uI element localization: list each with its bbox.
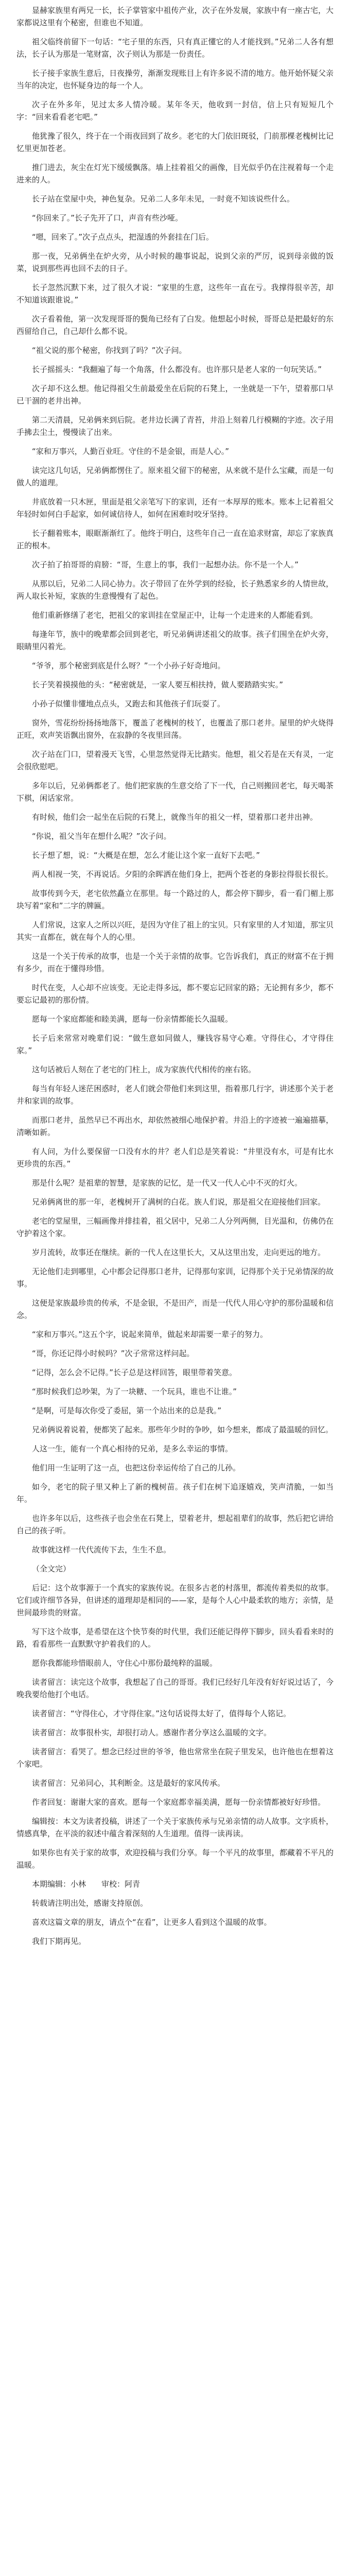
article-paragraph: “哥，你还记得小时候吗？”次子常常这样问起。: [32, 1349, 195, 1358]
article-paragraph: 后记：这个故事源于一个真实的家族传说。在很多古老的村落里，都流传着类似的故事。它们或许细节各异，但讲述的道理却是相同的——家，是每个人心中最柔软的地方；亲情，是世间最珍贵的财富。: [16, 1583, 334, 1617]
article-paragraph: 多年以后，兄弟俩都老了。他们把家族的生意交给了下一代，自己则搬回老宅，每天喝茶下棋，闲话家常。: [16, 781, 334, 803]
article-paragraph: 而那口老井，虽然早已不再出水，却依然被细心地保护着。井沿上的字迹被一遍遍描摹，清晰如新。: [16, 1115, 334, 1137]
article-paragraph: 那一夜，兄弟俩坐在炉火旁，从小时候的趣事说起，说到父亲的严厉，说到母亲做的饭菜，说到那些再也回不去的日子。: [16, 251, 334, 273]
article-paragraph: “记得，怎么会不记得。”长子总是这样回答，眼里带着笑意。: [32, 1368, 237, 1377]
article-paragraph: 老宅的堂屋里，三幅画像并排挂着，祖父居中，兄弟二人分列两侧，目光温和，仿佛仍在守护着这个家。: [16, 1216, 334, 1238]
article-paragraph: 长子站在堂屋中央，神色复杂。兄弟二人多年未见，一时竟不知该说些什么。: [32, 194, 295, 204]
article-paragraph: 次子在外多年，见过太多人情冷暖。某年冬天，他收到一封信，信上只有短短几个字：“回来看看老宅吧。”: [16, 100, 334, 122]
article-paragraph: 如今，老宅的院子里又种上了新的槐树苗。孩子们在树下追逐嬉戏，笑声清脆，一如当年。: [16, 1482, 334, 1504]
article-paragraph: 兄弟俩说着说着，便都笑了起来。那些年少时的争吵，如今想来，都成了最温暖的回忆。: [32, 1425, 334, 1434]
article-paragraph: 他们用一生证明了这一点，也把这份幸运传给了自己的儿孙。: [32, 1463, 241, 1472]
article-paragraph: 兄弟俩离世的那一年，老槐树开了满树的白花。族人们说，那是祖父在迎接他们回家。: [32, 1197, 326, 1207]
article-paragraph: 那是什么呢？是祖辈的智慧，是家族的记忆，是一代又一代人心中不灭的灯火。: [32, 1178, 303, 1188]
article-paragraph: “你回来了。”长子先开了口，声音有些沙哑。: [32, 213, 183, 223]
article-paragraph: 第二天清晨，兄弟俩来到后院。老井边长满了青苔，井沿上刻着几行模糊的字迹。次子用手拂去尘土，慢慢读了出来。: [16, 415, 334, 437]
article-paragraph: 每逢年节，族中的晚辈都会回到老宅，听兄弟俩讲述祖父的故事。孩子们围坐在炉火旁，眼睛里闪着光。: [16, 630, 334, 651]
article-paragraph: 井底放着一只木匣，里面是祖父亲笔写下的家训，还有一本厚厚的账本。账本上记着祖父年轻时如何白手起家，如何诚信待人，如何在困难时咬牙坚持。: [16, 497, 334, 519]
article-paragraph: （全文完）: [32, 1564, 71, 1573]
article-paragraph: 长子翻着账本，眼眶渐渐红了。他终于明白，这些年自己一直在追求财富，却忘了家族真正的根本。: [16, 529, 334, 550]
article-paragraph: 窗外，雪花纷纷扬扬地落下，覆盖了老槐树的枝丫，也覆盖了那口老井。屋里的炉火烧得正旺，欢声笑语飘出窗外，在寂静的冬夜里回荡。: [16, 718, 334, 740]
article-paragraph: 长子笑着摸摸他的头：“秘密就是，一家人要互相扶持，做人要踏踏实实。”: [32, 680, 284, 689]
article-paragraph: 喜欢这篇文章的朋友，请点个“在看”，让更多人看到这个温暖的故事。: [32, 1918, 272, 1927]
article-paragraph: 读者留言：看哭了。想念已经过世的爷爷，他也常常坐在院子里发呆，也许他也在想着这个家吧。: [16, 1747, 334, 1769]
article-paragraph: 推门进去，灰尘在灯光下缓缓飘落。墙上挂着祖父的画像，目光似乎仍在注视着每一个走进来的人。: [16, 163, 334, 184]
article-paragraph: 长子忽然沉默下来，过了很久才说：“家里的生意，这些年一直在亏。我撑得很辛苦，却不知道该跟谁说。”: [16, 283, 334, 304]
article-paragraph: “家和万事兴，人勤百业旺。守住的不是金银，而是人心。”: [32, 447, 230, 456]
article-paragraph: “是啊，可是每次你受了委屈，第一个站出来的总是我。”: [32, 1406, 222, 1415]
article-paragraph: 转载请注明出处，感谢支持原创。: [32, 1899, 148, 1908]
article-paragraph: 人们常说，这家人之所以兴旺，是因为守住了祖上的宝贝。只有家里的人才知道，那宝贝其实一直都在，就在每个人的心里。: [16, 920, 334, 942]
article-paragraph: 写下这个故事，是希望在这个快节奏的时代里，我们还能记得停下脚步，回头看看来时的路，看看那些一直默默守护着我们的人。: [16, 1627, 334, 1649]
article-paragraph: “你说，祖父当年在想什么呢？”次子问。: [32, 832, 171, 841]
article-paragraph: 他们重新修缮了老宅，把祖父的家训挂在堂屋正中，让每一个走进来的人都能看到。: [32, 611, 318, 620]
article-paragraph: “祖父说的那个秘密，你找到了吗？”次子问。: [32, 346, 187, 355]
article-paragraph: 长子后来常常对晚辈们说：“做生意如同做人，赚钱容易守心难。守得住心，才守得住家。”: [16, 1033, 334, 1055]
article-paragraph: 读者留言：故事很朴实，却很打动人。感谢作者分享这么温暖的文字。: [32, 1728, 272, 1737]
article-paragraph: 这便是家族最珍贵的传承，不是金银，不是田产，而是一代代人用心守护的那份温暖和信念。: [16, 1298, 334, 1320]
article-paragraph: 长子接手家族生意后，日夜操劳，渐渐发现账目上有许多说不清的地方。他开始怀疑父亲当年的决定，也怀疑身边的每一个人。: [16, 69, 334, 90]
article-paragraph: 本期编辑：小林 审校：阿青: [32, 1879, 141, 1889]
article-paragraph: 两人相视一笑，不再说话。夕阳的余晖洒在他们身上，把两个苍老的身影拉得很长很长。: [32, 870, 334, 879]
article-paragraph: 次子站在门口，望着漫天飞雪，心里忽然觉得无比踏实。他想，祖父若是在天有灵，一定会很欣慰吧。: [16, 750, 334, 771]
article-paragraph: 读者留言：兄弟同心，其利断金。这是最好的家风传承。: [32, 1778, 225, 1788]
article-paragraph: 长子想了想，说：“大概是在想，怎么才能让这个家一直好下去吧。”: [32, 851, 260, 860]
article-paragraph: 岁月流转，故事还在继续。新的一代人在这里长大，又从这里出发，走向更远的地方。: [32, 1248, 326, 1257]
article-paragraph: 从那以后，兄弟二人同心协力。次子带回了在外学到的经验，长子熟悉家乡的人情世故，两人取长补短，家族的生意慢慢有了起色。: [16, 579, 334, 601]
article-paragraph: 故事就这样一代代流传下去，生生不息。: [32, 1545, 171, 1554]
article-paragraph: 有人问，为什么要保留一口没有水的井？老人们总是笑着说：“井里没有水，可是有比水更珍贵的东西。”: [16, 1147, 334, 1168]
article-paragraph: 每当有年轻人迷茫困惑时，老人们就会带他们来到这里，指着那几行字，讲述那个关于老井和家训的故事。: [16, 1084, 334, 1106]
article-paragraph: 无论他们走到哪里，心中都会记得那口老井，记得那句家训，记得那个关于兄弟情深的故事。: [16, 1267, 334, 1289]
article-paragraph: 如果你也有关于家的故事，欢迎投稿与我们分享。每一个平凡的故事里，都藏着不平凡的温暖。: [16, 1848, 334, 1870]
article-paragraph: 时代在变，人心却不应该变。无论走得多远，都不要忘记回家的路；无论拥有多少，都不要忘记最初的那份情。: [16, 983, 334, 1005]
article-paragraph: 显赫家族里有两兄一长，长子掌管家中祖传产业，次子在外发展，家族中有一座古宅，大家都说这里有个秘密，但谁也不知道。: [16, 6, 334, 27]
article-paragraph: 长子摇摇头：“我翻遍了每一个角落，什么都没有。也许那只是老人家的一句玩笑话。”: [32, 365, 322, 374]
article-paragraph: 读完这几句话，兄弟俩都愣住了。原来祖父留下的秘密，从来就不是什么宝藏，而是一句做人的道理。: [16, 466, 334, 487]
article-paragraph: 次子看着他，第一次发现哥哥的鬓角已经有了白发。他想起小时候，哥哥总是把最好的东西留给自己，自己却什么都不说。: [16, 314, 334, 336]
article-paragraph: 读者留言：“守得住心，才守得住家。”这句话说得太好了，值得每个人铭记。: [32, 1709, 291, 1718]
article-paragraph: “家和万事兴。”这五个字，说起来简单，做起来却需要一辈子的努力。: [32, 1330, 268, 1339]
article-paragraph: 读者留言：读完这个故事，我想起了自己的哥哥。我们已经好几年没有好好说过话了，今晚我要给他打个电话。: [16, 1677, 334, 1699]
article-paragraph: “那时候我们总吵架，为了一块糖、一个玩具，谁也不让谁。”: [32, 1387, 237, 1396]
article-paragraph: 这句话被后人刻在了老宅的门柱上，成为家族代代相传的座右铭。: [32, 1065, 256, 1074]
article-paragraph: 祖父临终前留下一句话：“宅子里的东西，只有真正懂它的人才能找到。”兄弟二人各有想法，长子认为那是一笔财富，次子则认为那是一份责任。: [16, 37, 334, 59]
article-paragraph: 这是一个关于传承的故事，也是一个关于亲情的故事。它告诉我们，真正的财富不在于拥有多少，而在于懂得珍惜。: [16, 952, 334, 973]
article-paragraph: 次子拍了拍哥哥的肩膀：“哥，生意上的事，我们一起想办法。你不是一个人。”: [32, 560, 299, 569]
article-paragraph: 愿你我都能珍惜眼前人，守住心中那份最纯粹的温暖。: [32, 1658, 218, 1668]
article-paragraph: “爷爷，那个秘密到底是什么呀？”一个小孙子好奇地问。: [32, 661, 225, 670]
article-paragraph: 他犹豫了很久，终于在一个雨夜回到了故乡。老宅的大门依旧斑驳，门前那棵老槐树比记忆里更加苍老。: [16, 131, 334, 153]
article-paragraph: 次子却不这么想。他记得祖父生前最爱坐在后院的石凳上，一坐就是一下午，望着那口早已干涸的老井出神。: [16, 384, 334, 405]
article-paragraph: 愿每一个家庭都能和睦美满，愿每一份亲情都能长久温暖。: [32, 1014, 233, 1024]
article-paragraph: 我们下期再见。: [32, 1937, 86, 1946]
article-paragraph: 也许多年以后，这些孩子也会坐在石凳上，望着老井，想起祖辈们的故事，然后把它讲给自己的孩子听。: [16, 1514, 334, 1535]
article-paragraph: 编辑按：本文为读者投稿，讲述了一个关于家族传承与兄弟亲情的动人故事。文字质朴，情感真挚，在平淡的叙述中蕴含着深刻的人生道理。值得一读再读。: [16, 1817, 334, 1838]
article-paragraph: 故事传到今天，老宅依然矗立在那里。每一个路过的人，都会停下脚步，看一看门楣上那块写着“家和”二字的牌匾。: [16, 889, 334, 910]
article-paragraph: 作者回复：谢谢大家的喜欢。愿每一个家庭都幸福美满，愿每一份亲情都被好好珍惜。: [32, 1798, 326, 1807]
article-paragraph: 人这一生，能有一个真心相待的兄弟，是多么幸运的事情。: [32, 1444, 233, 1453]
article-paragraph: 小孙子似懂非懂地点点头，又跑去和其他孩子们玩耍了。: [32, 699, 225, 708]
article-paragraph: 有时候，他们会一起坐在后院的石凳上，就像当年的祖父一样，望着那口老井出神。: [32, 812, 318, 822]
article-paragraph: “嗯，回来了。”次子点点头，把湿透的外套挂在门后。: [32, 232, 214, 242]
